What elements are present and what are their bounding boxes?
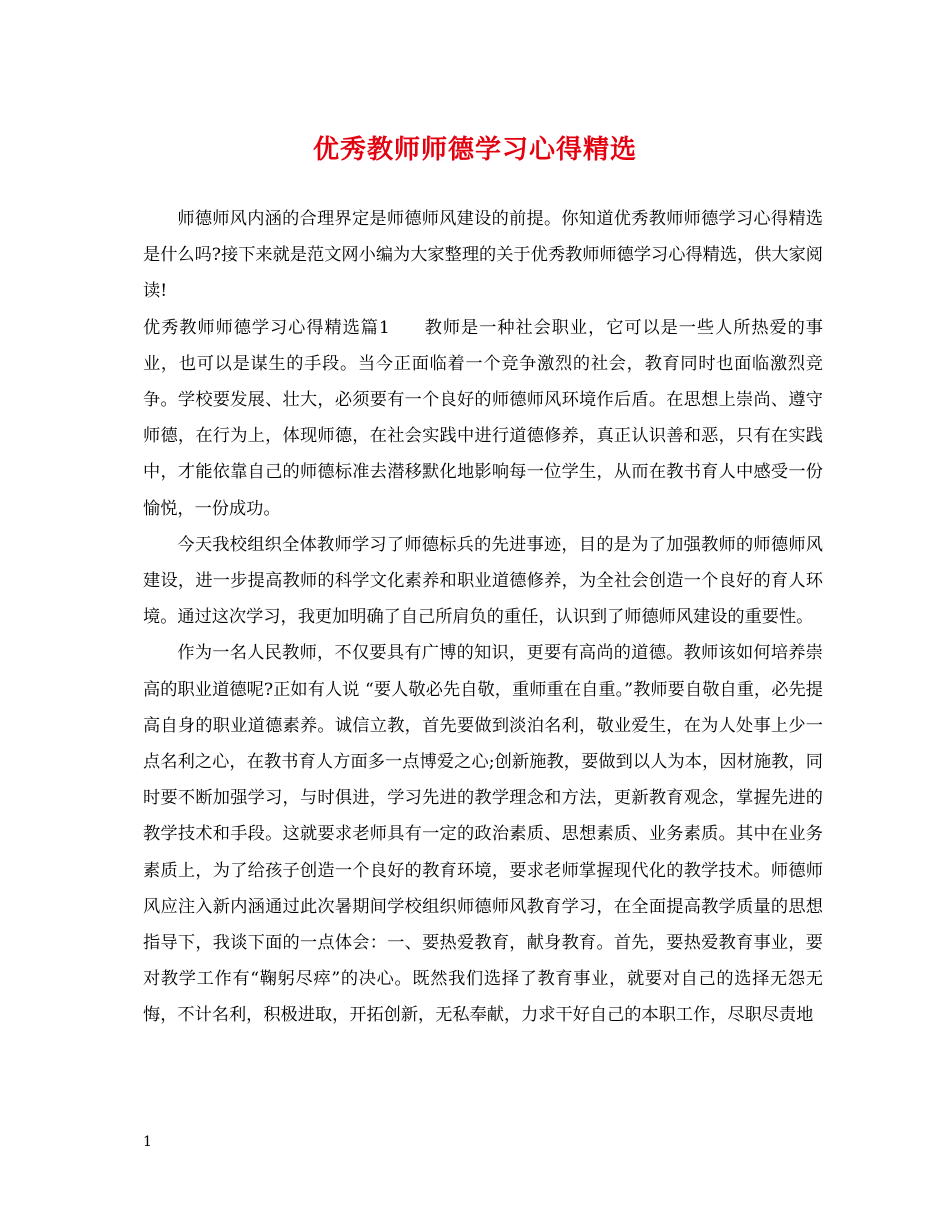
section-first-paragraph: 教师是一种社会职业，它可以是一些人所热爱的事业，也可以是谋生的手段。当今正面临着一个竞争激烈的社会，教育同时也面临激烈竞争。学校要发展、壮大，必须要有一个良好的师德师风环境作后盾。在思想上崇尚、遵守师德，在行为上，体现师德，在社会实践中进行道德修养，真正认识善和恶，只有在实践中，才能依靠自己的师德标准去潜移默化地影响每一位学生，从而在教书育人中感受一份愉悦，一份成功。: [143, 317, 823, 519]
document-title: 优秀教师师德学习心得精选: [312, 135, 637, 165]
paragraph-2: 今天我校组织全体教师学习了师德标兵的先进事迹，目的是为了加强教师的师德师风建设，进一步提高教师的科学文化素养和职业道德修养，为全社会创造一个良好的育人环境。通过这次学习，我更加明确了自己所肩负的重任，认识到了师德师风建设的重要性。: [143, 534, 823, 628]
intro-paragraph: 师德师风内涵的合理界定是师德师风建设的前提。你知道优秀教师师德学习心得精选是什么吗?接下来就是范文网小编为大家整理的关于优秀教师师德学习心得精选，供大家阅读!: [143, 209, 823, 302]
section-heading: 优秀教师师德学习心得精选篇1: [143, 317, 390, 338]
document-body: [143, 201, 823, 1034]
page-number: 1: [143, 1134, 152, 1150]
paragraph-3: 作为一名人民教师，不仅要具有广博的知识，更要有高尚的道德。教师该如何培养崇高的职业道德呢?正如有人说 “要人敬必先自敬，重师重在自重。”教师要自敬自重，必先提高自身的职业道德素养。诚信立教，首先要做到淡泊名利，敬业爱生，在为人处事上少一点名利之心，在教书育人方面多一点博爱之心;创新施教，要做到以人为本，因材施教，同时要不断加强学习，与时俱进，学习先进的教学理念和方法，更新教育观念，掌握先进的教学技术和手段。这就要求老师具有一定的政治素质、思想素质、业务素质。其中在业务素质上，为了给孩子创造一个良好的教育环境，要求老师掌握现代化的教学技术。师德师风应注入新内涵通过此次暑期间学校组织师德师风教育学习，在全面提高教学质量的思想指导下，我谈下面的一点体会：一、要热爱教育，献身教育。首先，要热爱教育事业，要对教学工作有“鞠躬尽瘁”的决心。既然我们选择了教育事业，就要对自己的选择无怨无悔，不计名利，积极进取，开拓创新，无私奉献，力求干好自己的本职工作，尽职尽责地: [143, 643, 823, 1026]
section-paragraph: [143, 310, 823, 527]
